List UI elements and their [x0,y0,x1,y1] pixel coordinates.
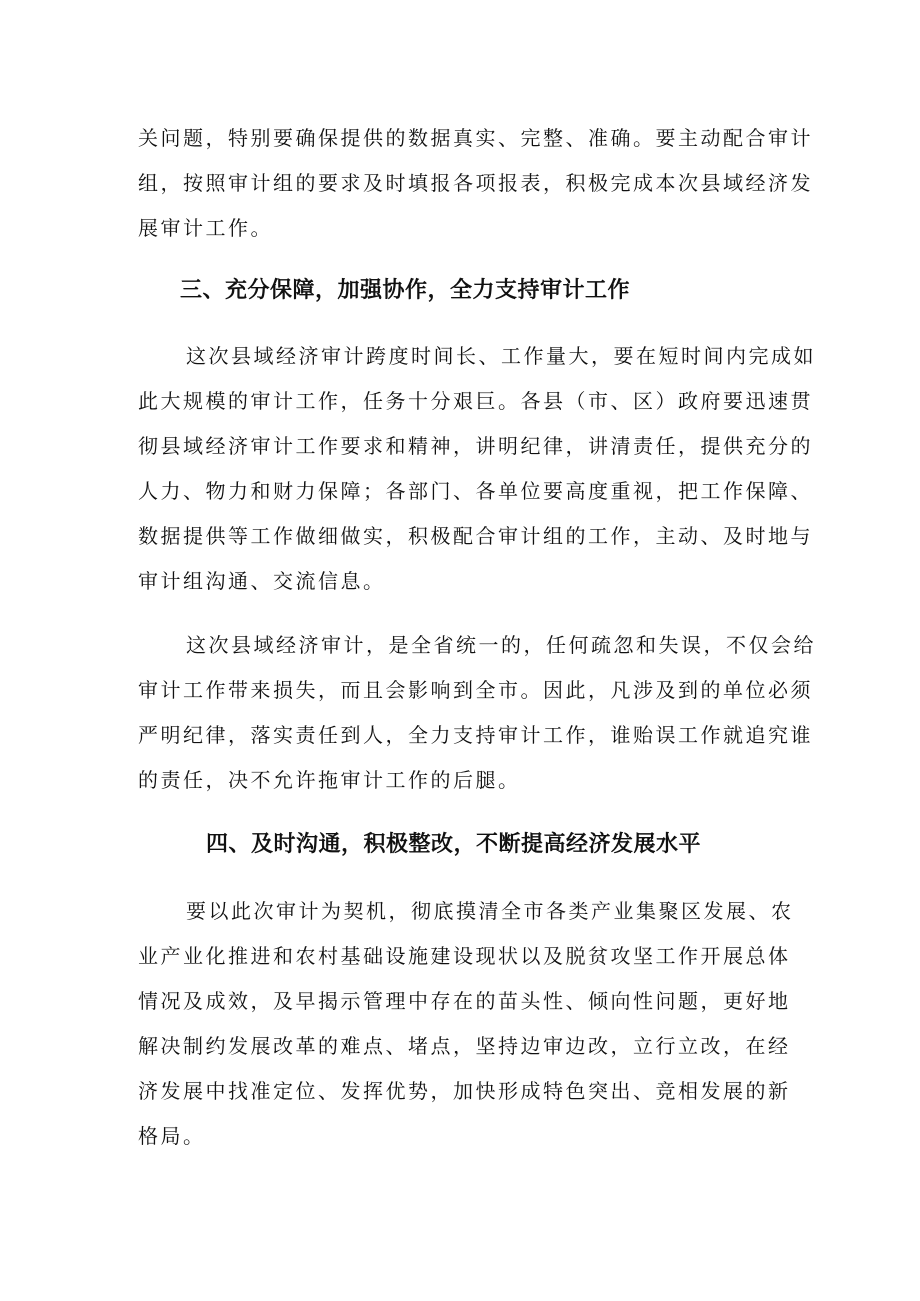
section-4-para-1-line: 情况及成效，及早揭示管理中存在的苗头性、倾向性问题，更好地 [138,989,791,1013]
section-3-para-2-line: 的责任，决不允许拖审计工作的后腿。 [138,768,521,792]
section-4-heading: 四、及时沟通，积极整改，不断提高经济发展水平 [206,832,702,857]
section-3-para-1-line: 此大规模的审计工作，任务十分艰巨。各县（市、区）政府要迅速贯 [138,389,813,413]
section-3-para-1-line: 彻县域经济审计工作要求和精神，讲明纪律，讲清责任，提供充分的 [138,434,813,458]
section-3-para-1-line: 数据提供等工作做细做实，积极配合审计组的工作，主动、及时地与 [138,524,813,548]
intro-line: 展审计工作。 [138,216,273,240]
section-4-para-1-line: 解决制约发展改革的难点、堵点，坚持边审边改，立行立改，在经 [138,1034,791,1058]
section-3-para-1-line: 审计组沟通、交流信息。 [138,569,386,593]
section-4-para-1-line: 要以此次审计为契机，彻底摸清全市各类产业集聚区发展、农 [186,899,794,923]
intro-line: 关问题，特别要确保提供的数据真实、完整、准确。要主动配合审计 [138,126,813,150]
intro-line: 组，按照审计组的要求及时填报各项报表，积极完成本次县域经济发 [138,171,813,195]
section-3-para-2-line: 审计工作带来损失，而且会影响到全市。因此，凡涉及到的单位必须 [138,678,813,702]
section-3-heading: 三、充分保障，加强协作，全力支持审计工作 [180,278,631,303]
section-3-para-1-line: 人力、物力和财力保障；各部门、各单位要高度重视，把工作保障、 [138,479,813,503]
section-3-para-2-line: 严明纪律，落实责任到人，全力支持审计工作，谁贻误工作就追究谁 [138,723,813,747]
section-4-para-1-line: 格局。 [138,1124,206,1148]
section-3-para-1-line: 这次县域经济审计跨度时间长、工作量大，要在短时间内完成如 [186,344,816,368]
section-3-para-2-line: 这次县域经济审计，是全省统一的，任何疏忽和失误，不仅会给 [186,633,816,657]
section-4-para-1-line: 济发展中找准定位、发挥优势，加快形成特色突出、竞相发展的新 [138,1079,791,1103]
section-4-para-1-line: 业产业化推进和农村基础设施建设现状以及脱贫攻坚工作开展总体 [138,944,791,968]
